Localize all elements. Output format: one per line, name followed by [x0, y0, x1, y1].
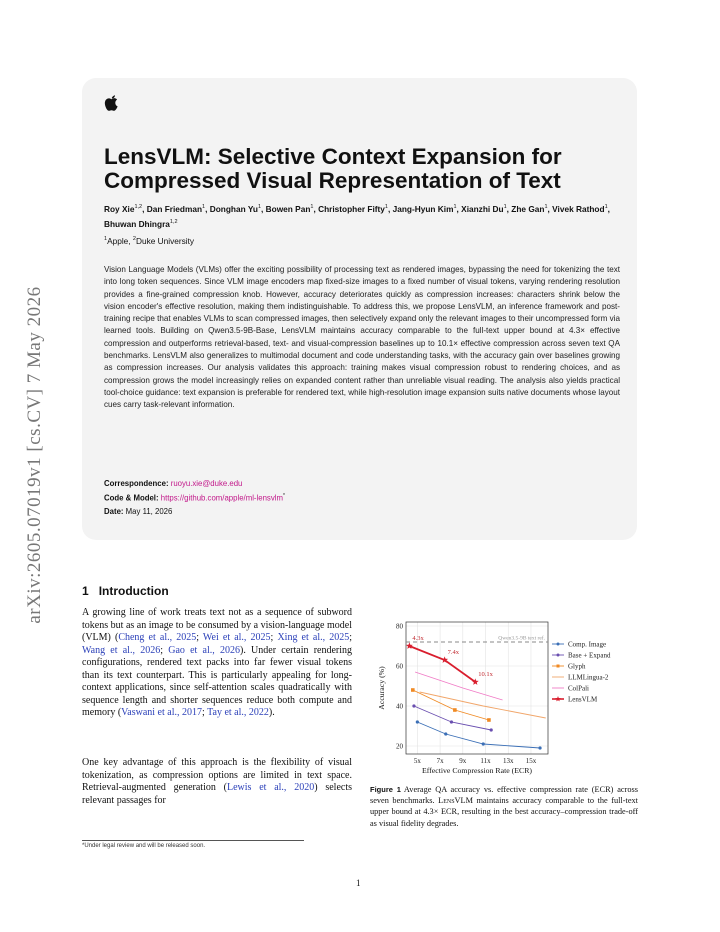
citation-link[interactable]: Gao et al., 2026 — [168, 644, 240, 656]
data-point — [453, 708, 457, 712]
abstract: Vision Language Models (VLMs) offer the exciting possibility of processing text as rendered images, bypassing the need for tokenizing the text into long token sequences. Since VLM image encoders map fixed-size images to a fixed number of visual tokens, varying rendering resolution provides a fine-grained compression knob. However, accuracy deteriorates quickly as compression increases: characters shrink below the vision encoder's effective resolution, making them indistinguishable. To address this, we propose LensVLM, an inference framework and post-training recipe that enables VLMs to scan compressed images, then selectively expand only the relevant images to their uncompressed form via learned tools. Building on Qwen3.5-9B-Base, LensVLM maintains accuracy comparable to the full-text upper bound at 4.3× effective compression and outperforms retrieval-based, text- and visual-compression baselines up to 10.1× effective compression across seven text QA benchmarks. LensVLM also generalizes to multimodal document and code understanding tasks, with the accuracy gain over baselines growing as compression increases. Our analysis validates this approach: training makes visual compression robust to rendering choices, and as compression grows the model increasingly relies on expanded content rather than unreliable visual reading. The analysis also yields practical tool-choice guidance: text expansion is preferable for rendered text, while high-resolution image expansion suits native documents whose layout cues carry task-relevant information. — [104, 265, 620, 410]
data-point — [487, 718, 491, 722]
figure-label: Figure 1 — [370, 785, 401, 794]
series-line — [420, 692, 546, 718]
citation-link[interactable]: Tay et al., 2022 — [207, 707, 269, 718]
affiliations: $^1$Apple, $^2$Duke University — [104, 236, 195, 246]
citation-link[interactable]: Cheng et al., 2025 — [118, 632, 197, 643]
correspondence-line: Correspondence: ruoyu.xie@duke.edu — [104, 479, 243, 488]
author-name: Dan Friedman$^1$ — [146, 203, 206, 214]
apple-icon — [104, 94, 114, 114]
figure-caption: Figure 1 Average QA accuracy vs. effective compression rate (ECR) across seven benchmarks. LensVLM maintains accuracy comparable to the full-text upper bound at 4.3× ECR, resulting in the best accuracy–compression trade-off as visual fidelity degrades. — [370, 785, 638, 828]
author-name: Vivek Rathod$^1$ — [552, 203, 608, 214]
author-name: Bhuwan Dhingra$^{1,2}$ — [104, 218, 178, 229]
author-name: Christopher Fifty$^1$ — [318, 203, 388, 214]
data-point — [416, 720, 419, 723]
data-point — [411, 688, 415, 692]
y-tick-label: 20 — [396, 742, 403, 751]
affiliation-name: Duke University — [135, 236, 195, 246]
legend-label: LensVLM — [568, 695, 598, 704]
citation-link[interactable]: Xing et al., 2025 — [277, 632, 350, 643]
author-name: Donghan Yu$^1$ — [209, 203, 262, 214]
y-axis-label: Accuracy (%) — [377, 666, 386, 710]
data-point — [444, 732, 447, 735]
author-name: Bowen Pan$^1$ — [265, 203, 314, 214]
method-name: LensVLM — [438, 796, 473, 806]
data-label: 10.1x — [478, 671, 493, 678]
series-line — [417, 722, 540, 748]
correspondence-email-link[interactable]: ruoyu.xie@duke.edu — [170, 479, 243, 488]
author-name: Jang-Hyun Kim$^1$ — [392, 203, 457, 214]
author-name: Xianzhi Du$^1$ — [461, 203, 507, 214]
x-tick-label: 9x — [459, 757, 467, 765]
legend-label: Glyph — [568, 662, 586, 671]
data-point — [412, 704, 415, 707]
x-tick-label: 13x — [502, 757, 514, 765]
data-point — [406, 642, 413, 649]
legend-marker — [557, 665, 560, 668]
legend-label: LLMLingua-2 — [568, 673, 609, 682]
data-label: 7.4x — [447, 649, 459, 656]
x-axis-label: Effective Compression Rate (ECR) — [421, 766, 533, 775]
legend-label: Comp. Image — [568, 640, 607, 649]
series-line — [414, 706, 491, 730]
y-tick-label: 60 — [396, 662, 403, 671]
page-number: 1 — [356, 878, 361, 888]
author-name: Roy Xie$^{1,2}$ — [104, 203, 143, 214]
data-point — [450, 720, 453, 723]
x-tick-label: 7x — [436, 757, 444, 765]
citation-link[interactable]: Wang et al., 2026 — [82, 644, 161, 656]
x-tick-label: 11x — [480, 757, 491, 765]
data-point — [538, 746, 541, 749]
code-repo-link[interactable]: https://github.com/apple/ml-lensvlm — [160, 493, 283, 503]
citation-link[interactable]: Lewis et al., 2020 — [226, 782, 315, 793]
reference-line-label: Qwen3.5-9B text ref. — [498, 635, 545, 642]
legend-marker — [557, 643, 560, 646]
y-tick-label: 40 — [396, 702, 403, 711]
section-heading: 1 Introduction — [82, 584, 169, 598]
arxiv-stamp: arXiv:2605.07019v1 [cs.CV] 7 May 2026 — [24, 286, 45, 624]
legend-label: ColPali — [568, 684, 590, 693]
author-name: Zhe Gan$^1$ — [511, 203, 548, 214]
intro-paragraph-2: One key advantage of this approach is the flexibility of visual tokenization, as compression options are limited in text space. Retrieval-augmented generation (Lewis et al., 2020) selects relevant passages for — [82, 757, 352, 806]
paper-title: LensVLM: Selective Context Expansion for Compressed Visual Representation of Text — [104, 144, 562, 193]
legend-marker — [555, 696, 561, 701]
series-line — [409, 646, 475, 682]
footnote-rule — [82, 840, 304, 841]
y-tick-label: 80 — [396, 622, 403, 631]
citation-link[interactable]: Wei et al., 2025 — [202, 632, 271, 643]
data-point — [490, 728, 493, 731]
date-line: Date: May 11, 2026 — [104, 507, 173, 516]
author-list: Roy Xie$^{1,2}$, Dan Friedman$^1$, Donghan Yu$^1$, Bowen Pan$^1$, Christopher Fifty$^1$, Jang-Hyun Kim$^1$, Xianzhi Du$^1$, Zhe Gan$^1$, Vivek Rathod$^1$, Bhuwan Dhingra$^{1,2}$ — [104, 203, 610, 229]
accuracy-vs-ecr-chart — [362, 614, 638, 780]
intro-paragraph-1: A growing line of work treats text not as a sequence of subword tokens but as an image to be consumed by a vision-language model (VLM) (Cheng et al., 2025; Wei et al., 2025; Xing et al., 2025; Wang et al., 2026; Gao et al., 2026). Under certain rendering configurations, rendered text packs into far fewer visual tokens than its text counterpart. This is particularly appealing for long-context applications, since self-attention scales quadratically with sequence length and shorter sequences reduce both compute and memory (Vaswani et al., 2017; Tay et al., 2022). — [82, 607, 353, 718]
code-line: Code & Model: https://github.com/apple/ml-lensvlm* — [104, 493, 285, 503]
data-label: 4.3x — [412, 635, 424, 642]
legend-marker — [557, 654, 560, 657]
legend-label: Base + Expand — [568, 651, 611, 660]
x-tick-label: 5x — [413, 757, 421, 765]
footnote: *Under legal review and will be released soon. — [82, 843, 206, 849]
citation-link[interactable]: Vaswani et al., 2017 — [121, 707, 202, 718]
affiliation-name: Apple — [107, 236, 129, 246]
x-tick-label: 15x — [525, 757, 537, 765]
data-point — [482, 742, 485, 745]
